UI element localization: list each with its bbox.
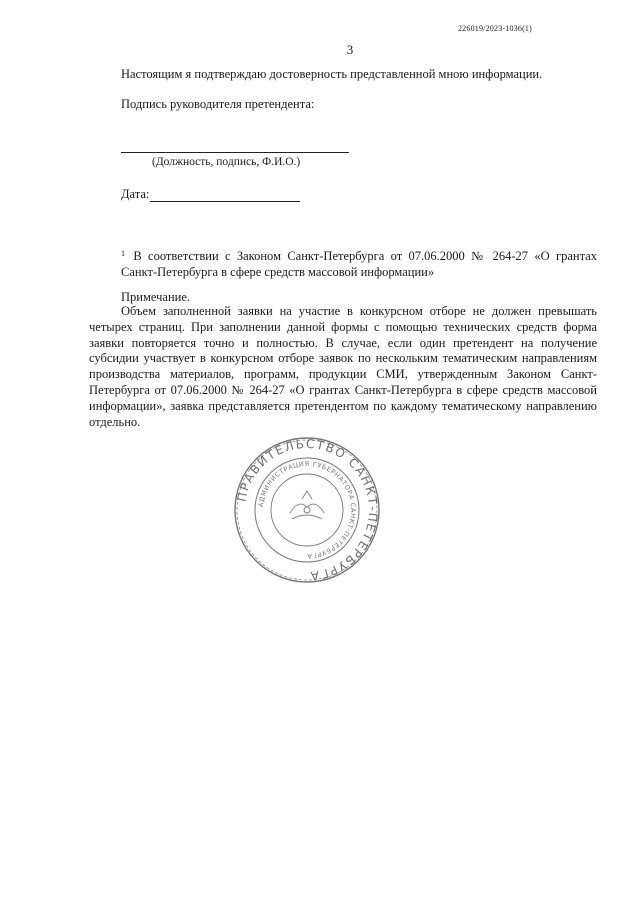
signature-label: Подпись руководителя претендента: [121, 97, 315, 111]
seal-emblem-icon [290, 491, 324, 519]
seal-outer-text: ПРАВИТЕЛЬСТВО САНКТ-ПЕТЕРБУРГА [234, 436, 381, 584]
official-seal [232, 435, 382, 585]
footnote [121, 246, 597, 280]
note-body: Объем заполненной заявки на участие в конкурсном отборе не должен превышать четырех страниц. При заполнении данной формы с помощью технических средств форма заявки повторяется точно и полностью. В случае, если один претендент на получение субсидии участвует в конкурсном отборе заявок по нескольким тематическим направлениям производства материалов, программ, продукции СМИ, утвержденным Законом Санкт-Петербурга от 07.06.2000 № 264-27 «О грантах Санкт-Петербурга в сфере средств массовой информации», заявка представляется претендентом по каждому тематическому направлению отдельно. [89, 304, 597, 429]
confirmation-statement: Настоящим я подтверждаю достоверность представленной мною информации. [121, 67, 543, 81]
note-title: Примечание. [121, 290, 191, 304]
date-label: Дата: [121, 187, 150, 201]
footnote-text: В соответствии с Законом Санкт-Петербурга от 07.06.2000 № 264-27 «О грантах Санкт-Петербурга в сфере средств массовой информации» [121, 249, 597, 279]
date-line [150, 201, 300, 202]
seal-inner-text: АДМИНИСТРАЦИЯ ГУБЕРНАТОРА САНКТ-ПЕТЕРБУРГА [257, 459, 358, 561]
page-number: 3 [346, 42, 354, 57]
document-number: 226019/2023-1036(1) [457, 24, 532, 33]
footnote-mark: 1 [121, 249, 125, 258]
signature-caption: (Должность, подпись, Ф.И.О.) [152, 156, 301, 168]
signature-line [121, 152, 349, 153]
